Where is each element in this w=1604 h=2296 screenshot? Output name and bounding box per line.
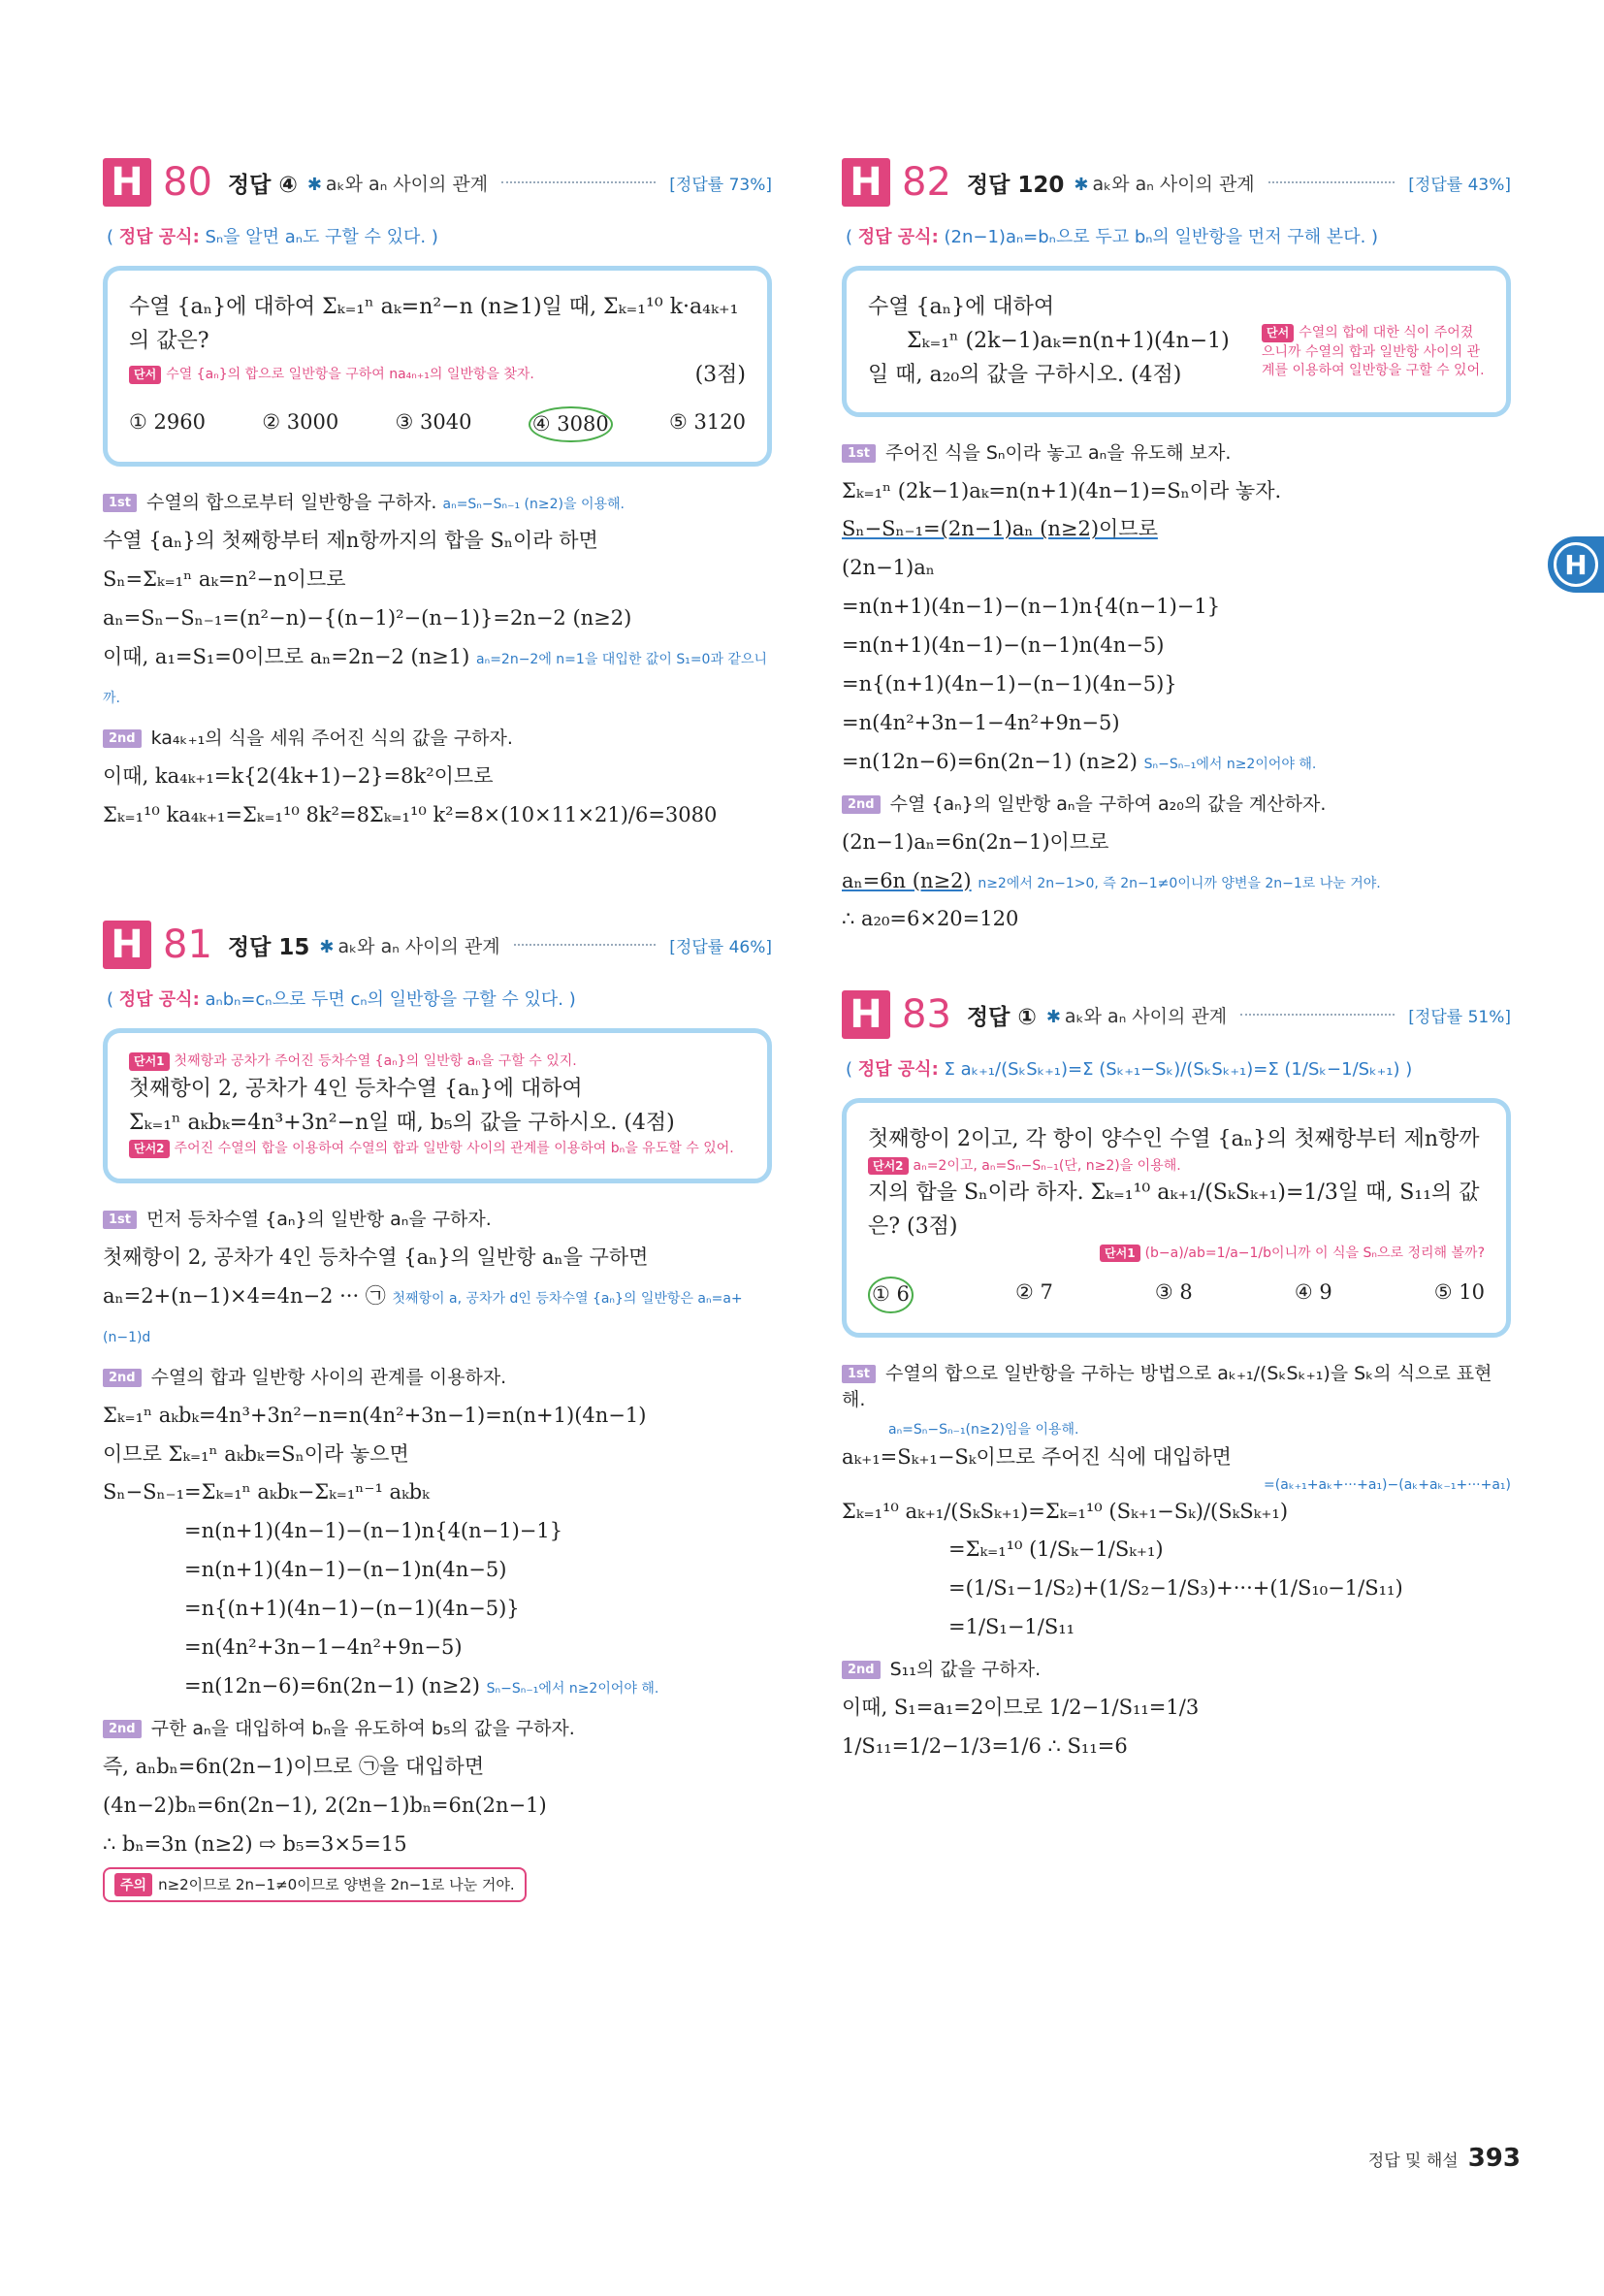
hint-2: 단서2 aₙ=2이고, aₙ=Sₙ−Sₙ₋₁(단, n≥2)을 이용해. — [868, 1157, 1485, 1177]
hint-2: 단서2 주어진 수열의 합을 이용하여 수열의 합과 일반항 사이의 관계를 이용하여 bₙ을 유도할 수 있어. — [129, 1140, 746, 1159]
solution-line: =n(12n−6)=6n(2n−1) (n≥2) Sₙ−Sₙ₋₁에서 n≥2이어야 해. — [842, 749, 1317, 773]
page-footer — [1368, 2144, 1521, 2173]
points: (3점) — [694, 363, 746, 388]
choice-4-correct: ④ 3080 — [529, 406, 613, 443]
choices — [868, 1277, 1485, 1313]
problem-82 — [842, 155, 1511, 939]
choice-2: ② 3000 — [262, 409, 339, 434]
solution-line: aₙ=2+(n−1)×4=4n−2 ··· ㉠ 첫째항이 a, 공차가 d인 등차수열 {aₙ}의 일반항은 aₙ=a+(n−1)d — [103, 1283, 743, 1345]
answer-label: 정답 ④ — [227, 172, 298, 198]
dotted-leader — [514, 944, 657, 946]
step-1: 1st 먼저 등차수열 {aₙ}의 일반항 aₙ을 구하자. — [103, 1205, 772, 1231]
hint: 단서 수열 {aₙ}의 합으로 일반항을 구하여 na₄ₙ₊₁의 일반항을 찾자. — [129, 366, 534, 385]
problem-number: 80 — [163, 160, 212, 205]
correct-rate: [정답률 43%] — [1408, 175, 1511, 195]
solution-line: (4n−2)bₙ=6n(2n−1), 2(2n−1)bₙ=6n(2n−1) — [103, 1793, 547, 1817]
solution-line: 수열 {aₙ}의 첫째항부터 제n항까지의 합을 Sₙ이라 하면 — [103, 529, 598, 553]
solution-line: =Σₖ₌₁¹⁰ (1/Sₖ−1/Sₖ₊₁) — [948, 1537, 1164, 1562]
choice-3: ③ 3040 — [395, 409, 472, 434]
choice-3: ③ 8 — [1154, 1280, 1193, 1305]
solution-line: 첫째항이 2, 공차가 4인 등차수열 {aₙ}의 일반항 aₙ을 구하면 — [103, 1245, 649, 1269]
step-3: 2nd 구한 aₙ을 대입하여 bₙ을 유도하여 b₅의 값을 구하자. — [103, 1714, 772, 1740]
answer-formula: ( 정답 공식: Sₙ을 알면 aₙ도 구할 수 있다. ) — [107, 227, 438, 247]
choice-4: ④ 9 — [1294, 1280, 1332, 1305]
problem-number: 83 — [902, 992, 951, 1038]
step-1: 1st 수열의 합으로부터 일반항을 구하자. aₙ=Sₙ−Sₙ₋₁ (n≥2)을 이용해. — [103, 488, 772, 514]
h-badge: H — [103, 921, 151, 969]
answer-label: 정답 120 — [966, 172, 1065, 198]
star-icon: ✱ — [306, 174, 322, 195]
step-2: 2nd 수열 {aₙ}의 일반항 aₙ을 구하여 a₂₀의 값을 계산하자. — [842, 790, 1511, 816]
choices — [129, 406, 746, 443]
problem-80-header — [103, 155, 772, 210]
right-column — [842, 155, 1511, 1766]
solution-line: Σₖ₌₁¹⁰ ka₄ₖ₊₁=Σₖ₌₁¹⁰ 8k²=8Σₖ₌₁¹⁰ k²=8×(10×11×21)/6=3080 — [103, 802, 718, 826]
question-text: 첫째항이 2이고, 각 항이 양수인 수열 {aₙ}의 첫째항부터 제n항까 — [868, 1127, 1480, 1152]
problem-82-header — [842, 155, 1511, 210]
topic-label: ✱ aₖ와 aₙ 사이의 관계 — [1074, 173, 1255, 195]
correct-rate: [정답률 46%] — [669, 937, 772, 957]
page-number: 393 — [1467, 2144, 1521, 2173]
solution-line: =n{(n+1)(4n−1)−(n−1)(4n−5)} — [842, 672, 1177, 696]
h-badge: H — [103, 158, 151, 207]
problem-83-header — [842, 987, 1511, 1042]
solution-line: (2n−1)aₙ — [842, 556, 935, 580]
problem-number: 82 — [902, 160, 951, 205]
question-box — [842, 1098, 1511, 1337]
dotted-leader — [1268, 181, 1395, 183]
solution-line: Σₖ₌₁ⁿ aₖbₖ=4n³+3n²−n=n(4n²+3n−1)=n(n+1)(4n−1) — [103, 1403, 647, 1427]
answer-label: 정답 15 — [227, 934, 310, 960]
solution-line: =n(4n²+3n−1−4n²+9n−5) — [842, 710, 1120, 734]
solution-line: aₖ₊₁=Sₖ₊₁−Sₖ이므로 주어진 식에 대입하면 — [842, 1444, 1232, 1469]
solution-line: 이므로 Σₖ₌₁ⁿ aₖbₖ=Sₙ이라 놓으면 — [103, 1441, 409, 1466]
solution-line: =n{(n+1)(4n−1)−(n−1)(4n−5)} — [184, 1597, 520, 1621]
correct-rate: [정답률 73%] — [669, 175, 772, 195]
solution-line: Sₙ−Sₙ₋₁=Σₖ₌₁ⁿ aₖbₖ−Σₖ₌₁ⁿ⁻¹ aₖbₖ — [103, 1480, 430, 1504]
question-text: 첫째항이 2, 공차가 4인 등차수열 {aₙ}에 대하여 — [129, 1076, 583, 1101]
solution-line: 즉, aₙbₙ=6n(2n−1)이므로 ㉠을 대입하면 — [103, 1754, 485, 1778]
solution-line: ∴ a₂₀=6×20=120 — [842, 907, 1019, 931]
solution-line: =n(n+1)(4n−1)−(n−1)n(4n−5) — [842, 633, 1165, 658]
solution-line: ∴ bₙ=3n (n≥2) ⇨ b₅=3×5=15 — [103, 1831, 407, 1856]
solution-line: 이때, ka₄ₖ₊₁=k{2(4k+1)−2}=8k²이므로 — [103, 763, 494, 788]
step-2: 2nd ka₄ₖ₊₁의 식을 세워 주어진 식의 값을 구하자. — [103, 724, 772, 750]
step-1: 1st 수열의 합으로 일반항을 구하는 방법으로 aₖ₊₁/(SₖSₖ₊₁)을 Sₖ의 식으로 표현해. — [842, 1362, 1492, 1410]
question-text: 수열 {aₙ}에 대하여 — [868, 295, 1055, 319]
hint: 단서 수열의 합에 대한 식이 주어졌으니까 수열의 합과 일반항 사이의 관계를 이용하여 일반항을 구할 수 있어. — [1262, 325, 1485, 379]
solution-line: aₙ=Sₙ−Sₙ₋₁=(n²−n)−{(n−1)²−(n−1)}=2n−2 (n≥2) — [103, 605, 632, 630]
problem-number: 81 — [163, 922, 212, 968]
question-text: 일 때, a₂₀의 값을 구하시오. (4점) — [868, 363, 1182, 388]
question-box — [103, 266, 772, 467]
correct-rate: [정답률 51%] — [1408, 1007, 1511, 1027]
topic-label: ✱ aₖ와 aₙ 사이의 관계 — [319, 935, 500, 957]
answer-label: 정답 ① — [966, 1004, 1037, 1030]
solution-line: =n(n+1)(4n−1)−(n−1)n(4n−5) — [184, 1558, 507, 1582]
choice-5: ⑤ 3120 — [669, 409, 746, 434]
problem-81-header — [103, 918, 772, 972]
solution-line: Σₖ₌₁¹⁰ aₖ₊₁/(SₖSₖ₊₁)=Σₖ₌₁¹⁰ (Sₖ₊₁−Sₖ)/(SₖSₖ₊₁) — [842, 1499, 1289, 1523]
solution-line: Sₙ=Σₖ₌₁ⁿ aₖ=n²−n이므로 — [103, 567, 346, 592]
answer-formula: ( 정답 공식: (2n−1)aₙ=bₙ으로 두고 bₙ의 일반항을 먼저 구해 본다. ) — [846, 227, 1379, 247]
star-icon: ✱ — [1045, 1006, 1061, 1027]
solution-line: (2n−1)aₙ=6n(2n−1)이므로 — [842, 829, 1109, 854]
step-2: 2nd S₁₁의 값을 구하자. — [842, 1655, 1511, 1681]
question-text: 수열 {aₙ}에 대하여 Σₖ₌₁ⁿ aₖ=n²−n (n≥1)일 때, Σₖ₌₁¹⁰ k·a₄ₖ₊₁의 값은? — [129, 295, 739, 354]
solution-line: =(1/S₁−1/S₂)+(1/S₂−1/S₃)+···+(1/S₁₀−1/S₁₁) — [948, 1576, 1403, 1601]
section-tab[interactable] — [1548, 536, 1604, 593]
footer-label: 정답 및 해설 — [1367, 2151, 1459, 2171]
left-column — [103, 155, 772, 1902]
warning-note: 주의 n≥2이므로 2n−1≠0이므로 양변을 2n−1로 나눈 거야. — [103, 1867, 527, 1902]
hint-1: 단서1 (b−a)/ab=1/a−1/b이니까 이 식을 Sₙ으로 정리해 볼까? — [868, 1245, 1485, 1264]
solution-line: =n(12n−6)=6n(2n−1) (n≥2) Sₙ−Sₙ₋₁에서 n≥2이어야 해. — [184, 1673, 659, 1698]
problem-80 — [103, 155, 772, 834]
h-badge: H — [842, 158, 890, 207]
star-icon: ✱ — [319, 936, 335, 957]
solution-line: aₙ=6n (n≥2) n≥2에서 2n−1>0, 즉 2n−1≠0이니까 양변을 2n−1로 나눈 거야. — [842, 868, 1381, 892]
step-1: 1st 주어진 식을 Sₙ이라 놓고 aₙ을 유도해 보자. — [842, 438, 1511, 465]
solution-line: =n(n+1)(4n−1)−(n−1)n{4(n−1)−1} — [842, 595, 1221, 619]
step-1-note: aₙ=Sₙ−Sₙ₋₁(n≥2)임을 이용해. — [888, 1421, 1079, 1438]
solution-line: 1/S₁₁=1/2−1/3=1/6 ∴ S₁₁=6 — [842, 1734, 1128, 1759]
dotted-leader — [501, 181, 656, 183]
answer-formula: ( 정답 공식: aₙbₙ=cₙ으로 두면 cₙ의 일반항을 구할 수 있다. ) — [107, 989, 576, 1011]
solution-line: =1/S₁−1/S₁₁ — [948, 1615, 1075, 1639]
step-2: 2nd 수열의 합과 일반항 사이의 관계를 이용하자. — [103, 1363, 772, 1389]
star-icon: ✱ — [1074, 174, 1089, 195]
topic-label: ✱ aₖ와 aₙ 사이의 관계 — [306, 173, 489, 195]
dotted-leader — [1240, 1014, 1395, 1016]
choice-5: ⑤ 10 — [1433, 1280, 1485, 1305]
question-box — [842, 266, 1511, 417]
section-tab-letter: H — [1554, 542, 1598, 587]
answer-formula: ( 정답 공식: Σ aₖ₊₁/(SₖSₖ₊₁)=Σ (Sₖ₊₁−Sₖ)/(SₖSₖ₊₁)=Σ (1/Sₖ−1/Sₖ₊₁) ) — [846, 1059, 1413, 1081]
hint-1: 단서1 첫째항과 공차가 주어진 등차수열 {aₙ}의 일반항 aₙ을 구할 수 있지. — [129, 1052, 746, 1072]
question-text: 지의 합을 Sₙ이라 하자. Σₖ₌₁¹⁰ aₖ₊₁/(SₖSₖ₊₁)=1/3일 때, S₁₁의 값은? (3점) — [868, 1180, 1480, 1240]
choice-2: ② 7 — [1014, 1280, 1053, 1305]
solution-line: Σₖ₌₁ⁿ (2k−1)aₖ=n(n+1)(4n−1)=Sₙ이라 놓자. — [842, 478, 1282, 502]
problem-83 — [842, 987, 1511, 1766]
choice-1: ① 2960 — [129, 409, 206, 434]
question-box — [103, 1028, 772, 1183]
side-note: =(aₖ₊₁+aₖ+···+a₁)−(aₖ+aₖ₋₁+···+a₁) — [1264, 1476, 1511, 1493]
solution-line: =n(4n²+3n−1−4n²+9n−5) — [184, 1634, 463, 1659]
choice-1-correct: ① 6 — [868, 1277, 914, 1313]
solution-line: 이때, a₁=S₁=0이므로 aₙ=2n−2 (n≥1) aₙ=2n−2에 n=1을 대입한 값이 S₁=0과 같으니까. — [103, 644, 767, 706]
question-text: Σₖ₌₁ⁿ aₖbₖ=4n³+3n²−n일 때, b₅의 값을 구하시오. (4점) — [129, 1111, 675, 1136]
h-badge: H — [842, 990, 890, 1039]
problem-81 — [103, 918, 772, 1902]
solution-line: Sₙ−Sₙ₋₁=(2n−1)aₙ (n≥2)이므로 — [842, 517, 1158, 541]
question-text: Σₖ₌₁ⁿ (2k−1)aₖ=n(n+1)(4n−1) — [907, 329, 1230, 354]
solution-line: 이때, S₁=a₁=2이므로 1/2−1/S₁₁=1/3 — [842, 1696, 1200, 1720]
solution-line: =n(n+1)(4n−1)−(n−1)n{4(n−1)−1} — [184, 1519, 563, 1543]
topic-label: ✱ aₖ와 aₙ 사이의 관계 — [1045, 1005, 1228, 1027]
